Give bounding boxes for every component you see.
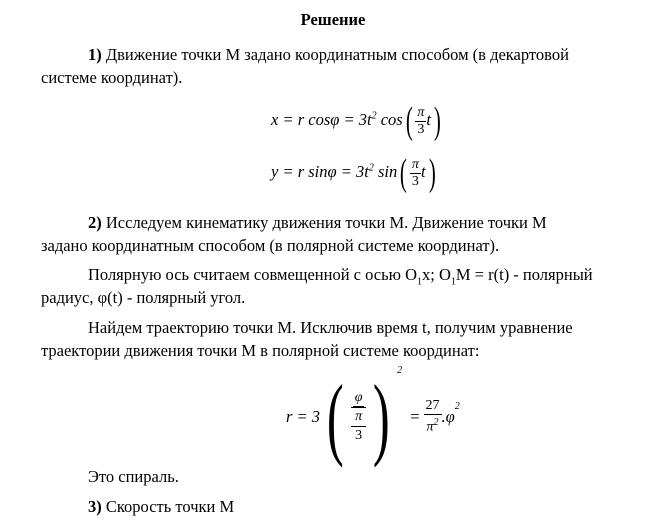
paragraph-3-line2: радиус, φ(t) - полярный угол. <box>41 288 246 307</box>
paragraph-2-cont: задано координатным способом (в полярной системе координат). <box>41 236 500 255</box>
paragraph-1-cont: системе координат). <box>41 68 183 87</box>
paragraph-5: Это спираль. <box>88 467 179 486</box>
paragraph-1 <box>88 43 615 66</box>
paragraph-3-line1: Полярную ось считаем совмещенной с осью $O_1x$; $O_1M = r(t)$ - полярный <box>88 265 593 288</box>
paragraph-4-line1: Найдем траекторию точки М. Исключив время t, получим уравнение <box>88 318 573 337</box>
paragraph-4-line2: траектории движения точки М в полярной системе координат: <box>41 341 480 360</box>
section-heading: Решение <box>300 10 366 29</box>
paragraph-1-text: Движение точки М задано координатным способом (в декартовой <box>101 45 569 64</box>
equation-y: y = r $\sin\varphi = 3t^2$ sin( $\frac{\pi}{3}$ t) <box>271 152 436 194</box>
item-number-3: 3) <box>88 497 102 516</box>
paragraph-6: 3) Скорость точки М <box>88 497 235 516</box>
equation-x: x = r $\cos\varphi = 3t^2$ cos( $\frac{\pi}{3}$ t) <box>271 100 441 142</box>
item-number-1: 1) <box>88 45 102 64</box>
equation-trajectory: r = 3( φ π 3 ) $^2$ = $\frac{27}{\pi^2}$ $.\varphi^2$ <box>286 365 460 469</box>
item-number-2: 2) <box>88 213 102 232</box>
paragraph-2: 2) Исследуем кинематику движения точки М. Движение точки М <box>88 213 547 232</box>
